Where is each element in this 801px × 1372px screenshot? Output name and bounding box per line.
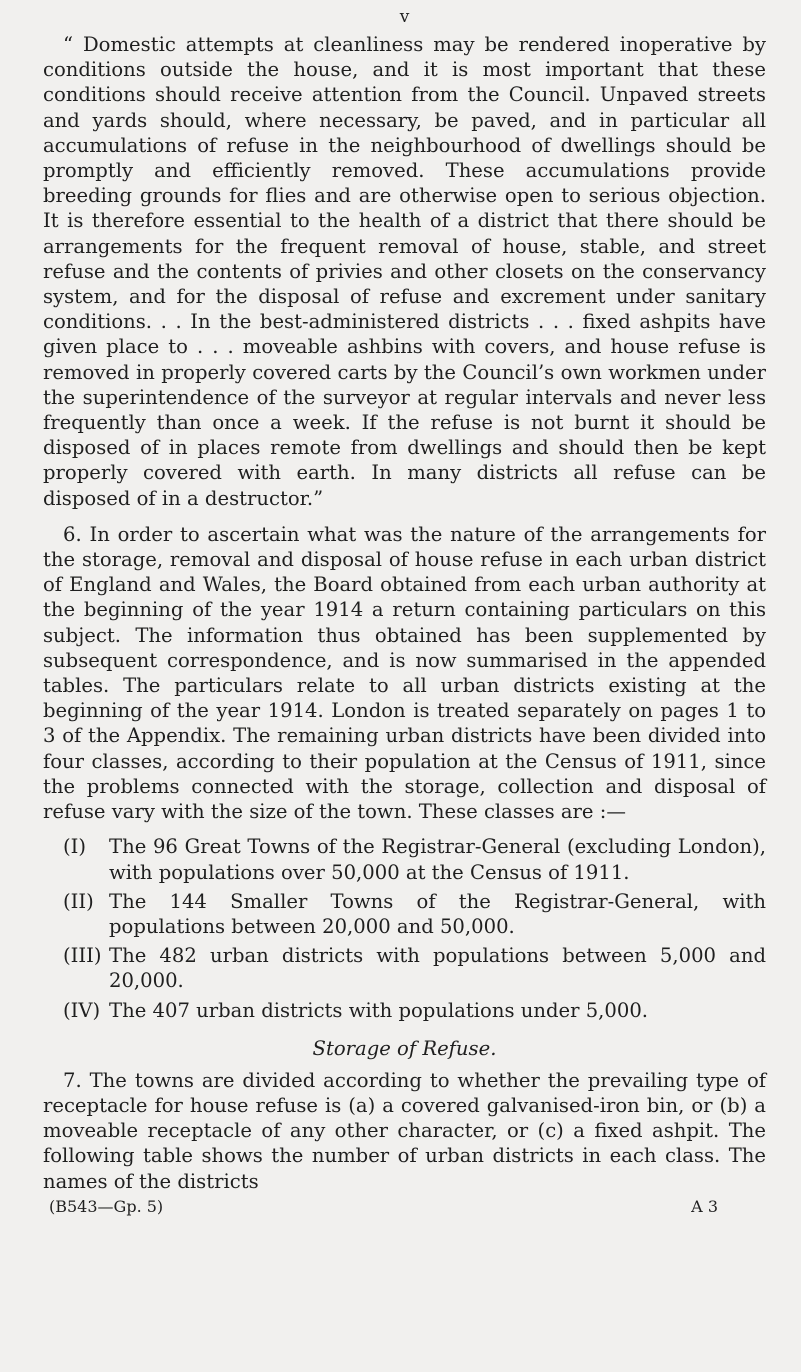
class-item-2: [43, 889, 766, 939]
page-footer: [43, 1194, 766, 1216]
classes-list: [43, 834, 766, 1022]
section-heading: Storage of Refuse.: [312, 1036, 497, 1060]
class-number: (III): [63, 944, 102, 968]
quote-paragraph: “ Domestic attempts at cleanliness may be rendered inoperative by conditions outside the house, and it is most important that these conditions should receive attention from the Council. Unpaved streets and yards should, where necessary, be paved, and in particular all accumulations of refuse in the neighbourhood of dwellings should be promptly and efficiently removed. These accumulations provide breeding grounds for flies and are otherwise open to serious objection. It is therefore essential to the health of a district that there should be arrangements for the frequent removal of house, stable, and street refuse and the contents of privies and other closets on the conservancy system, and for the disposal of refuse and excrement under sanitary conditions. . . In the best-administered districts . . . fixed ashpits have given place to . . . moveable ashbins with covers, and house refuse is removed in properly covered carts by the Council’s own workmen under the superintendence of the surveyor at regular intervals and never less frequently than once a week. If the refuse is not burnt it should be disposed of in places remote from dwellings and should then be kept properly covered with earth. In many districts all refuse can be disposed of in a destructor.”: [43, 33, 766, 510]
class-item-3: [43, 943, 766, 993]
class-text: The 144 Smaller Towns of the Registrar-General, with populations between 20,000 and 50,000.: [109, 889, 766, 938]
class-item-4: [43, 998, 766, 1023]
class-text: The 482 urban districts with populations between 5,000 and 20,000.: [109, 944, 766, 993]
paragraph-6: 6. In order to ascertain what was the nature of the arrangements for the storage, removal and disposal of house refuse in each urban district of England and Wales, the Board obtained from each urban authority at the beginning of the year 1914 a return containing particulars on this subject. The information thus obtained has been supplemented by subsequent correspondence, and is now summarised in the appended tables. The particulars relate to all urban districts existing at the beginning of the year 1914. London is treated separately on pages 1 to 3 of the Appendix. The remaining urban districts have been divided into four classes, according to their population at the Census of 1911, since the problems connected with the storage, collection and disposal of refuse vary with the size of the town. These classes are :—: [43, 522, 766, 824]
paragraph-7: 7. The towns are divided according to whether the prevailing type of receptacle for house refuse is (a) a covered galvanised-iron bin, or (b) a moveable receptacle of any other character, or (c) a fixed ashpit. The following table shows the number of urban districts in each class. The names of the districts: [43, 1068, 766, 1193]
footer-signature-mark: A 3: [691, 1196, 718, 1216]
page-number: v: [399, 7, 410, 27]
class-number: (IV): [63, 998, 101, 1022]
class-number: (II): [63, 889, 94, 913]
footer-reference: (B543—Gp. 5): [49, 1196, 164, 1216]
class-text: The 96 Great Towns of the Registrar-General (excluding London), with populations over 50,000 at the Census of 1911.: [109, 835, 766, 884]
class-number: (I): [63, 835, 87, 859]
class-text: The 407 urban districts with populations under 5,000.: [109, 998, 649, 1022]
class-item-1: [43, 834, 766, 884]
